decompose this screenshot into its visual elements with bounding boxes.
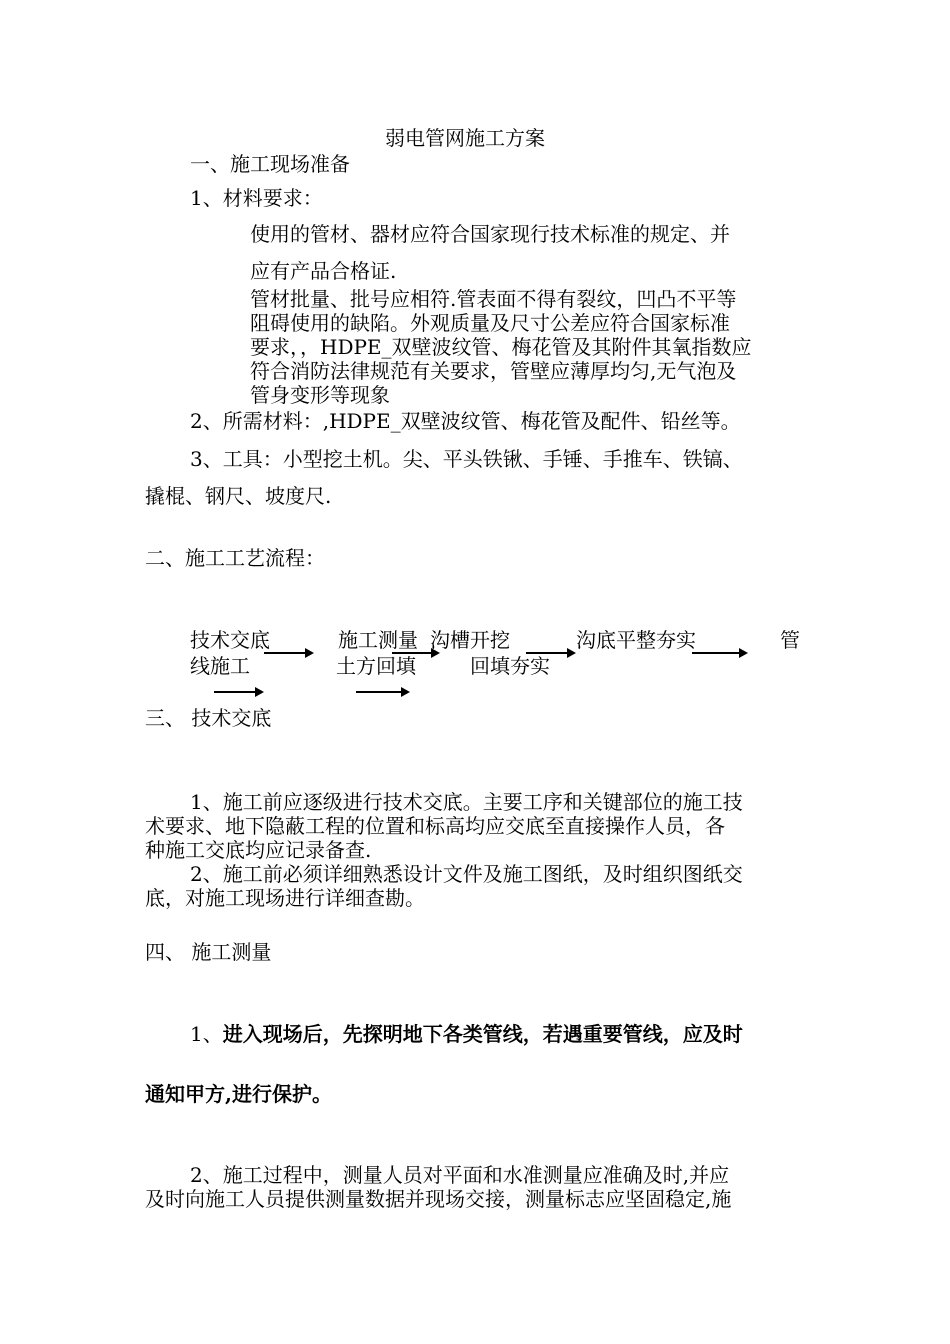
item-1-label: 1、材料要求：	[190, 186, 323, 210]
flow-step-pipe: 管	[780, 628, 800, 652]
section-4-para-1-line-1	[190, 1022, 743, 1046]
item-1-line: 要求，，HDPE_双壁波纹管、梅花管及其附件其氧指数应	[250, 335, 752, 359]
flow-arrow	[692, 652, 740, 654]
item-1-line: 管材批量、批号应相符.管表面不得有裂纹，凹凸不平等	[250, 287, 737, 311]
item-2: 2、所需材料：,HDPE_双壁波纹管、梅花管及配件、铅丝等。	[190, 409, 741, 433]
section-4-para-2-line-2: 及时向施工人员提供测量数据并现场交接，测量标志应坚固稳定,施	[145, 1187, 732, 1211]
section-3-heading: 三、 技术交底	[145, 706, 272, 730]
flow-step-tech-briefing: 技术交底	[190, 628, 270, 652]
section-2-heading: 二、施工工艺流程：	[145, 546, 325, 570]
item-1-line: 管身变形等现象	[250, 383, 390, 407]
item-1-line: 使用的管材、器材应符合国家现行技术标准的规定、并	[250, 222, 730, 246]
flow-step-level-compact: 沟底平整夯实	[576, 628, 696, 652]
flow-arrow	[356, 691, 402, 693]
flow-step-trench: 沟槽开挖	[430, 628, 510, 652]
flow-step-backfill-compact: 回填夯实	[470, 654, 550, 678]
section-3-line: 种施工交底均应记录备查.	[145, 838, 372, 862]
flow-step-backfill: 土方回填	[336, 654, 416, 678]
item-3-line-2: 撬棍、钢尺、坡度尺.	[145, 484, 332, 508]
para-1-bold-text: 进入现场后，先探明地下各类管线，若遇重要管线，应及时	[222, 1022, 743, 1046]
flow-arrow	[214, 691, 256, 693]
section-4-para-2-line-1: 2、施工过程中，测量人员对平面和水准测量应准确及时,并应	[190, 1163, 730, 1187]
item-1-line: 应有产品合格证.	[250, 259, 397, 283]
flow-arrow	[264, 652, 306, 654]
para-1-number: 1、	[190, 1022, 223, 1046]
document-title: 弱电管网施工方案	[385, 126, 545, 150]
item-3-line-1: 3、工具：小型挖土机。尖、平头铁锹、手锤、手推车、铁镐、	[190, 447, 743, 471]
flow-step-line-work: 线施工	[190, 654, 250, 678]
item-1-line: 符合消防法律规范有关要求，管壁应薄厚均匀,无气泡及	[250, 359, 737, 383]
section-3-line: 1、施工前应逐级进行技术交底。主要工序和关键部位的施工技	[190, 790, 743, 814]
item-1-line: 阻碍使用的缺陷。外观质量及尺寸公差应符合国家标准	[250, 311, 730, 335]
section-3-line: 底，对施工现场进行详细查勘。	[145, 886, 425, 910]
section-4-heading: 四、 施工测量	[145, 940, 272, 964]
section-1-heading: 一、施工现场准备	[190, 152, 350, 176]
flow-step-survey: 施工测量	[338, 628, 418, 652]
section-3-line: 2、施工前必须详细熟悉设计文件及施工图纸，及时组织图纸交	[190, 862, 743, 886]
section-3-line: 术要求、地下隐蔽工程的位置和标高均应交底至直接操作人员，各	[145, 814, 725, 838]
section-4-para-1-line-2: 通知甲方,进行保护。	[145, 1082, 332, 1106]
